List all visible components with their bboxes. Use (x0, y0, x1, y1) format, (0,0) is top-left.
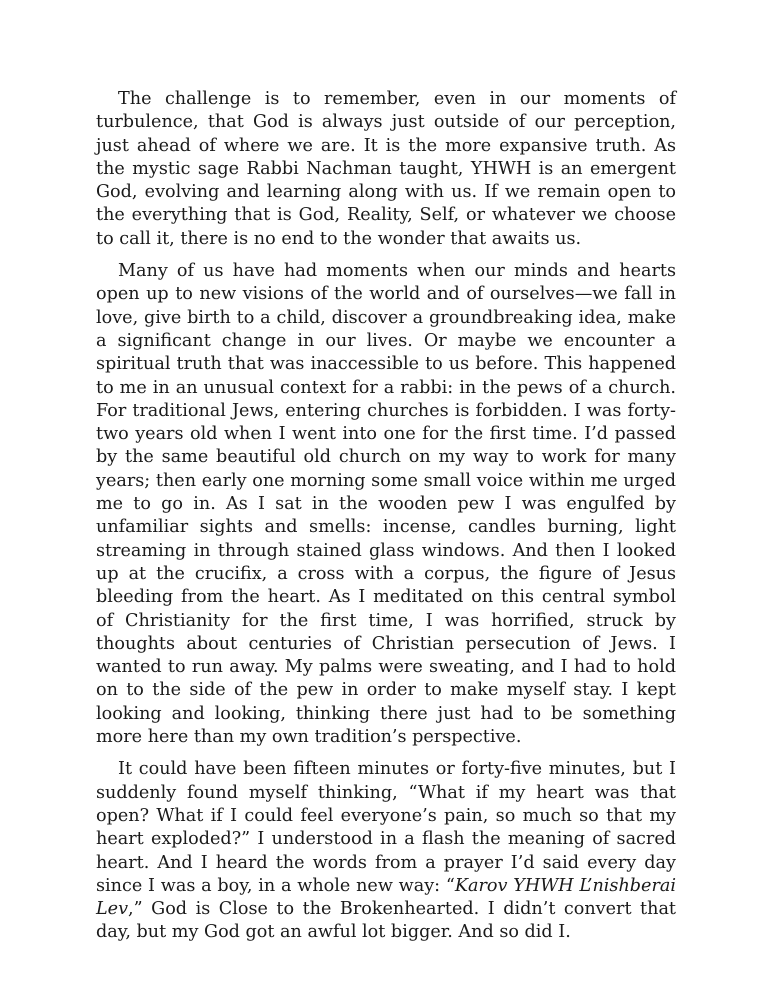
paragraph-3 (96, 758, 676, 944)
book-page (96, 88, 676, 954)
paragraph-3-italic-prayer: Karov YHWH L’nishberai Lev (96, 875, 676, 920)
paragraph-3-text-after: ,” God is Close to the Brokenhearted. I didn’t convert that day, but my God got an awful lot bigger. And so did I. (96, 899, 676, 943)
paragraph-1: The challenge is to remember, even in our moments of turbulence, that God is always just outside of our perception, just ahead of where we are. It is the more expansive truth. As the mystic sage Rabbi Nachman taught, YHWH is an emergent God, evolving and learning along with us. If we remain open to the everything that is God, Reality, Self, or whatever we choose to call it, there is no end to the wonder that awaits us. (96, 89, 676, 249)
paragraph-3-text-before: It could have been fifteen minutes or forty-five minutes, but I suddenly found myself thinking, “What if my heart was that open? What if I could feel everyone’s pain, so much so that my heart exploded?” I understood in a flash the meaning of sacred heart. And I heard the words from a prayer I’d said every day since I was a boy, in a whole new way: “ (96, 759, 676, 896)
paragraph-2: Many of us have had moments when our minds and hearts open up to new visions of the world and of ourselves—we fall in love, give birth to a child, discover a groundbreaking idea, make a significant change in our lives. Or maybe we encounter a spiritual truth that was inaccessible to us before. This happened to me in an unusual context for a rabbi: in the pews of a church. For traditional Jews, entering churches is forbidden. I was forty-two years old when I went into one for the first time. I’d passed by the same beautiful old church on my way to work for many years; then early one morning some small voice within me urged me to go in. As I sat in the wooden pew I was engulfed by unfamiliar sights and smells: incense, candles burning, light streaming in through stained glass windows. And then I looked up at the crucifix, a cross with a corpus, the figure of Jesus bleeding from the heart. As I meditated on this central symbol of Christianity for the first time, I was horrified, struck by thoughts about centuries of Christian persecution of Jews. I wanted to run away. My palms were sweating, and I had to hold on to the side of the pew in order to make myself stay. I kept looking and looking, thinking there just had to be something more here than my own tradition’s perspective. (96, 261, 676, 748)
